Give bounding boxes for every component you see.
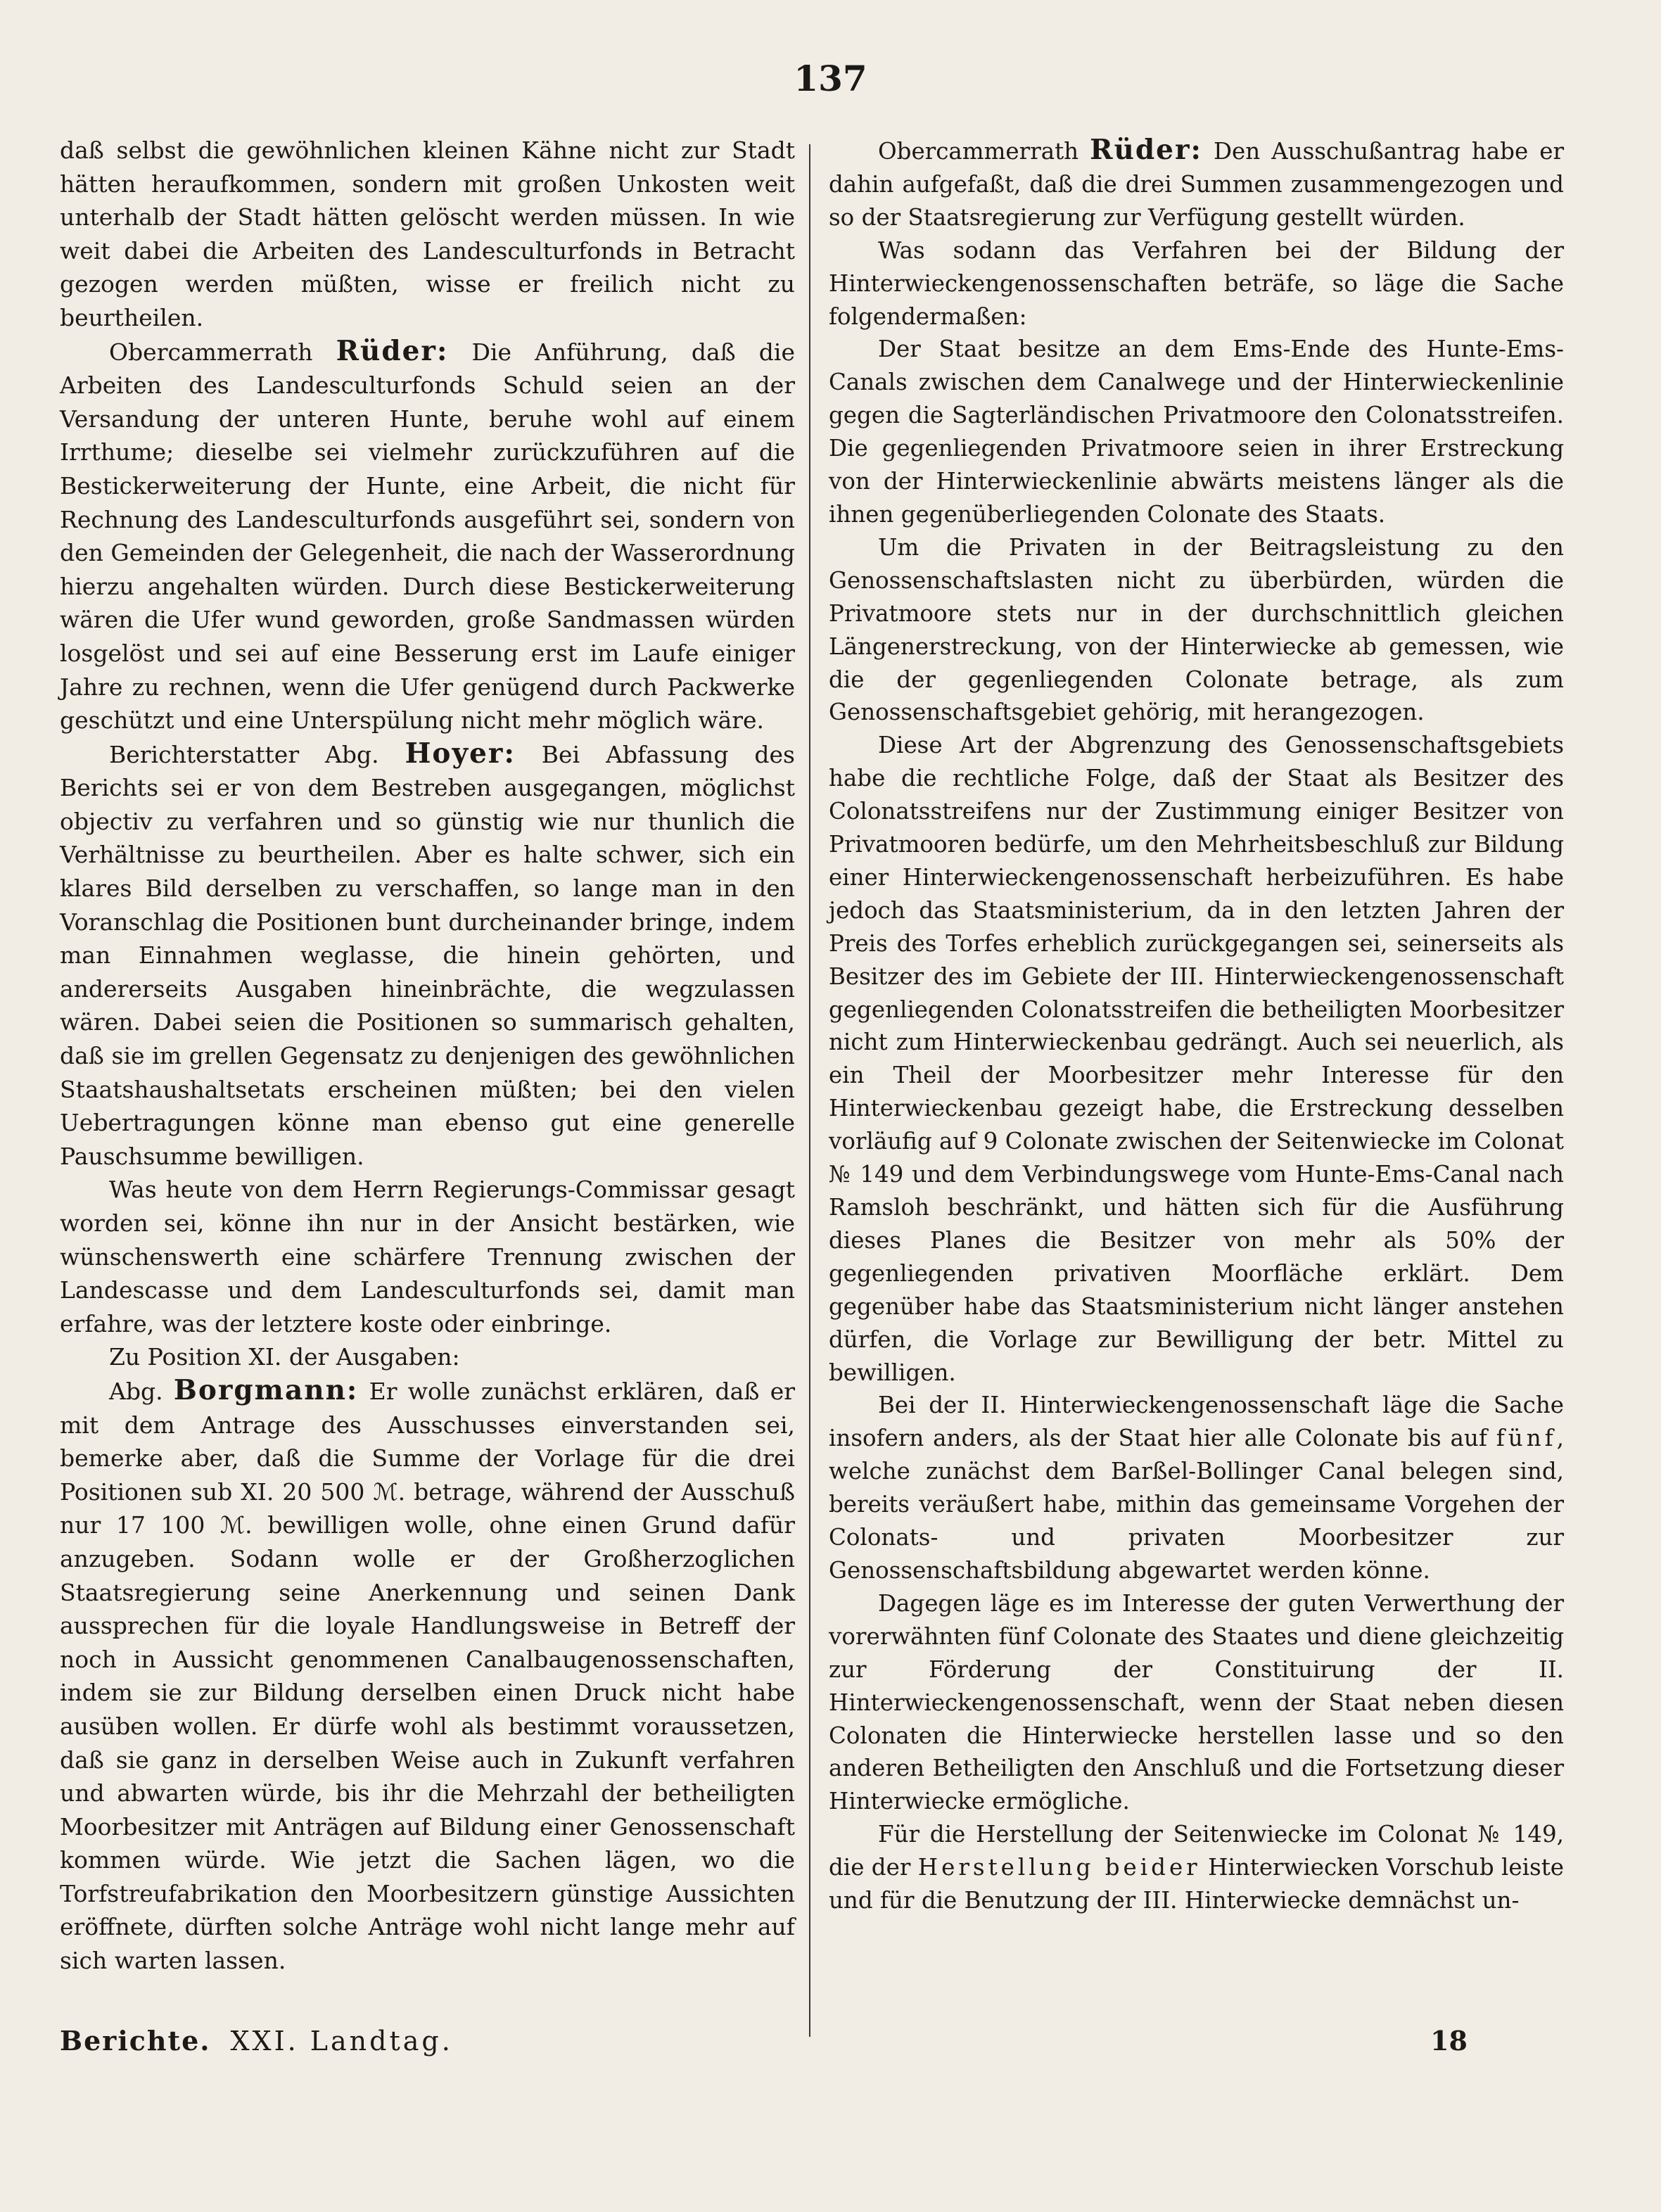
paragraph-text: Hinterwiecken Vorschub leiste und für die Benutzung der III. Hinterwiecke demnächst un- xyxy=(829,1854,1564,1914)
paragraph xyxy=(60,737,795,1174)
footer-session-label: XXI. Landtag. xyxy=(230,2026,453,2057)
paragraph-text: Den Ausschußantrag habe er dahin aufgefaßt, daß die drei Summen zusammengezogen und so der Staatsregierung zur Verfügung gestellt würden. xyxy=(829,138,1565,231)
paragraph-text: Bei der II. Hinterwieckengenossenschaft läge die Sache insofern anders, als der Staat hier alle Colonate bis auf xyxy=(829,1392,1564,1452)
paragraph xyxy=(829,531,1564,729)
paragraph-text: daß selbst die gewöhnlichen kleinen Kähne nicht zur Stadt hätten heraufkommen, sondern mit großen Unkosten weit unterhalb der Stadt hätten gelöscht werden müssen. In wie weit dabei die Arbeiten des Landesculturfonds in Betracht gezogen werden müßten, wisse er freilich nicht zu beurtheilen. xyxy=(60,136,795,331)
paragraph xyxy=(60,335,795,737)
left-column xyxy=(60,134,795,1978)
footer-publication-label: Berichte. xyxy=(60,2025,211,2057)
paragraph-text: Um die Privaten in der Beitragsleistung zu den Genossenschaftslasten nicht zu überbürden, würden die Privatmoore stets nur in der durchschnittlich gleichen Längenerstreckung, von der Hinterwiecke ab gemessen, wie die der gegenliegenden Colonate betrage, als zum Genossenschaftsgebiet gehörig, mit herangezogen. xyxy=(829,533,1564,726)
speaker-title: Obercammerrath xyxy=(878,138,1090,165)
paragraph-text: Er wolle zunächst erklären, daß er mit dem Antrage des Ausschusses einverstanden sei, bemerke aber, daß die Summe der Vorlage für die drei Positionen sub XI. 20 500 ℳ. betrage, während der Ausschuß nur 17 100 ℳ. bewilligen wolle, ohne einen Grund dafür anzugeben. Sodann wolle er der Großherzoglichen Staatsregierung seine Anerkennung und seinen Dank aussprechen für die loyale Handlungsweise in Betreff der noch in Aussicht genommenen Canalbaugenossenschaften, indem sie zur Bildung derselben einen Druck nicht habe ausüben wollen. Er dürfe wohl als bestimmt voraussetzen, daß sie ganz in derselben Weise auch in Zukunft verfahren und abwarten würde, bis ihr die Mehrzahl der betheiligten Moorbesitzer mit Anträgen auf Bildung einer Genossenschaft kommen würde. Wie jetzt die Sachen lägen, wo die Torfstreufabrikation den Moorbesitzern günstige Aussichten eröffnete, dürften solche Anträge wohl nicht lange mehr auf sich warten lassen. xyxy=(60,1377,796,1975)
paragraph-text: Diese Art der Abgrenzung des Genossenschaftsgebiets habe die rechtliche Folge, daß der Staat als Besitzer des Colonatsstreifens nur der Zustimmung einiger Besitzer von Privatmooren bedürfe, um den Mehrheitsbeschluß zur Bildung einer Hinterwieckengenossenschaft herbeizuführen. Es habe jedoch das Staatsministerium, da in den letzten Jahren der Preis des Torfes erheblich zurückgegangen sei, seinerseits als Besitzer des im Gebiete der III. Hinterwieckengenossenschaft gegenliegenden Colonatsstreifen die betheiligten Moorbesitzer nicht zum Hinterwieckenbau gedrängt. Auch sei neuerlich, als ein Theil der Moorbesitzer mehr Interesse für den Hinterwieckenbau gezeigt habe, die Erstreckung desselben vorläufig auf 9 Colonate zwischen der Seitenwiecke im Colonat № 149 und dem Verbindungswege vom Hunte-Ems-Canal nach Ramsloh beschränkt, und hätten sich für die Ausführung dieses Planes die Besitzer von mehr als 50% der gegenliegenden privativen Moorfläche erklärt. Dem gegenüber habe das Staatsministerium nicht länger anstehen dürfen, die Vorlage zur Bewilligung der betr. Mittel zu bewilligen. xyxy=(829,732,1564,1386)
sheet-number: 18 xyxy=(1430,2025,1468,2057)
page-number: 137 xyxy=(794,58,867,99)
paragraph xyxy=(829,1818,1564,1917)
paragraph-text: Für die Herstellung der Seitenwiecke im Colonat № 149, die der xyxy=(829,1821,1564,1881)
speaker-title: Abg. xyxy=(109,1377,174,1405)
page-footer xyxy=(60,2023,1559,2059)
paragraph-text: Der Staat besitze an dem Ems-Ende des Hunte-Ems-Canals zwischen dem Canalwege und der Hinterwieckenlinie gegen die Sagterländischen Privatmoore den Colonatsstreifen. Die gegenliegenden Privatmoore seien in ihrer Erstreckung von der Hinterwieckenlinie abwärts meistens länger als die ihnen gegenüberliegenden Colonate des Staats. xyxy=(829,336,1564,528)
paragraph xyxy=(829,729,1564,1389)
right-column xyxy=(829,134,1564,1917)
paragraph xyxy=(60,1173,795,1340)
paragraph-text: Bei Abfassung des Berichts sei er von dem Bestreben ausgegangen, möglichst objectiv zu verfahren und so günstig wie nur thunlich die Verhältnisse zu beurtheilen. Aber es halte schwer, sich ein klares Bild derselben zu verschaffen, so lange man in den Voranschlag die Positionen bunt durcheinander bringe, indem man Einnahmen weglasse, die hinein gehörten, und andererseits Ausgaben hineinbrächte, die wegzulassen wären. Dabei seien die Positionen so summarisch gehalten, daß sie im grellen Gegensatz zu denjenigen des gewöhnlichen Staatshaushaltsetats erscheinen müßten; bei den vielen Uebertragungen könne man ebenso gut eine generelle Pauschsumme bewilligen. xyxy=(60,740,795,1170)
speaker-name: Borgmann: xyxy=(173,1373,359,1406)
speaker-name: Hoyer: xyxy=(405,737,516,770)
paragraph-text: Die Anführung, daß die Arbeiten des Landesculturfonds Schuld seien an der Versandung der unteren Hunte, beruhe wohl auf einem Irrthume; dieselbe sei vielmehr zurückzuführen auf die Bestickerweiterung der Hunte, eine Arbeit, die nicht für Rechnung des Landesculturfonds ausgeführt sei, sondern von den Gemeinden der Gelegenheit, die nach der Wasserordnung hierzu angehalten würden. Durch diese Bestickerweiterung wären die Ufer wund geworden, große Sandmassen würden losgelöst und sei auf eine Besserung erst im Laufe einiger Jahre zu rechnen, wenn die Ufer genügend durch Packwerke geschützt und eine Unterspülung nicht mehr möglich wäre. xyxy=(60,338,796,735)
paragraph-text: Was sodann das Verfahren bei der Bildung der Hinterwieckengenossenschaften beträfe, so läge die Sache folgendermaßen: xyxy=(829,236,1564,330)
paragraph-text: , welche zunächst dem Barßel-Bollinger Canal belegen sind, bereits veräußert habe, mithin das gemeinsame Vorgehen der Colonats- und privaten Moorbesitzer zur Genossenschaftsbildung abgewartet werden könne. xyxy=(829,1425,1564,1584)
column-divider xyxy=(809,144,810,2037)
emphasis-text: fünf xyxy=(1496,1425,1557,1452)
speaker-title: Obercammerrath xyxy=(109,338,336,366)
paragraph-text: Was heute von dem Herrn Regierungs-Commissar gesagt worden sei, könne ihn nur in der Ansicht bestärken, wie wünschenswerth eine schärfere Trennung zwischen der Landescasse und dem Landesculturfonds sei, damit man erfahre, was der letztere koste oder einbringe. xyxy=(60,1176,795,1337)
paragraph-text: Zu Position XI. der Ausgaben: xyxy=(109,1343,460,1371)
paragraph xyxy=(60,1374,795,1978)
emphasis-text: Herstellung beider xyxy=(917,1854,1201,1881)
paragraph xyxy=(829,134,1564,234)
paragraph xyxy=(829,234,1564,333)
paragraph-text: Dagegen läge es im Interesse der guten Verwerthung der vorerwähnten fünf Colonate des Staates und diene gleichzeitig zur Förderung der Constituirung der II. Hinterwieckengenossenschaft, wenn der Staat neben diesen Colonaten die Hinterwiecke herstellen lasse und so den anderen Betheiligten den Anschluß und die Fortsetzung dieser Hinterwiecke ermögliche. xyxy=(829,1589,1564,1815)
paragraph xyxy=(829,1389,1564,1587)
paragraph xyxy=(829,333,1564,530)
speaker-name: Rüder: xyxy=(336,334,449,367)
paragraph xyxy=(60,1340,795,1374)
paragraph xyxy=(60,134,795,335)
speaker-title: Berichterstatter Abg. xyxy=(109,740,405,768)
speaker-name: Rüder: xyxy=(1090,134,1202,166)
paragraph xyxy=(829,1587,1564,1818)
